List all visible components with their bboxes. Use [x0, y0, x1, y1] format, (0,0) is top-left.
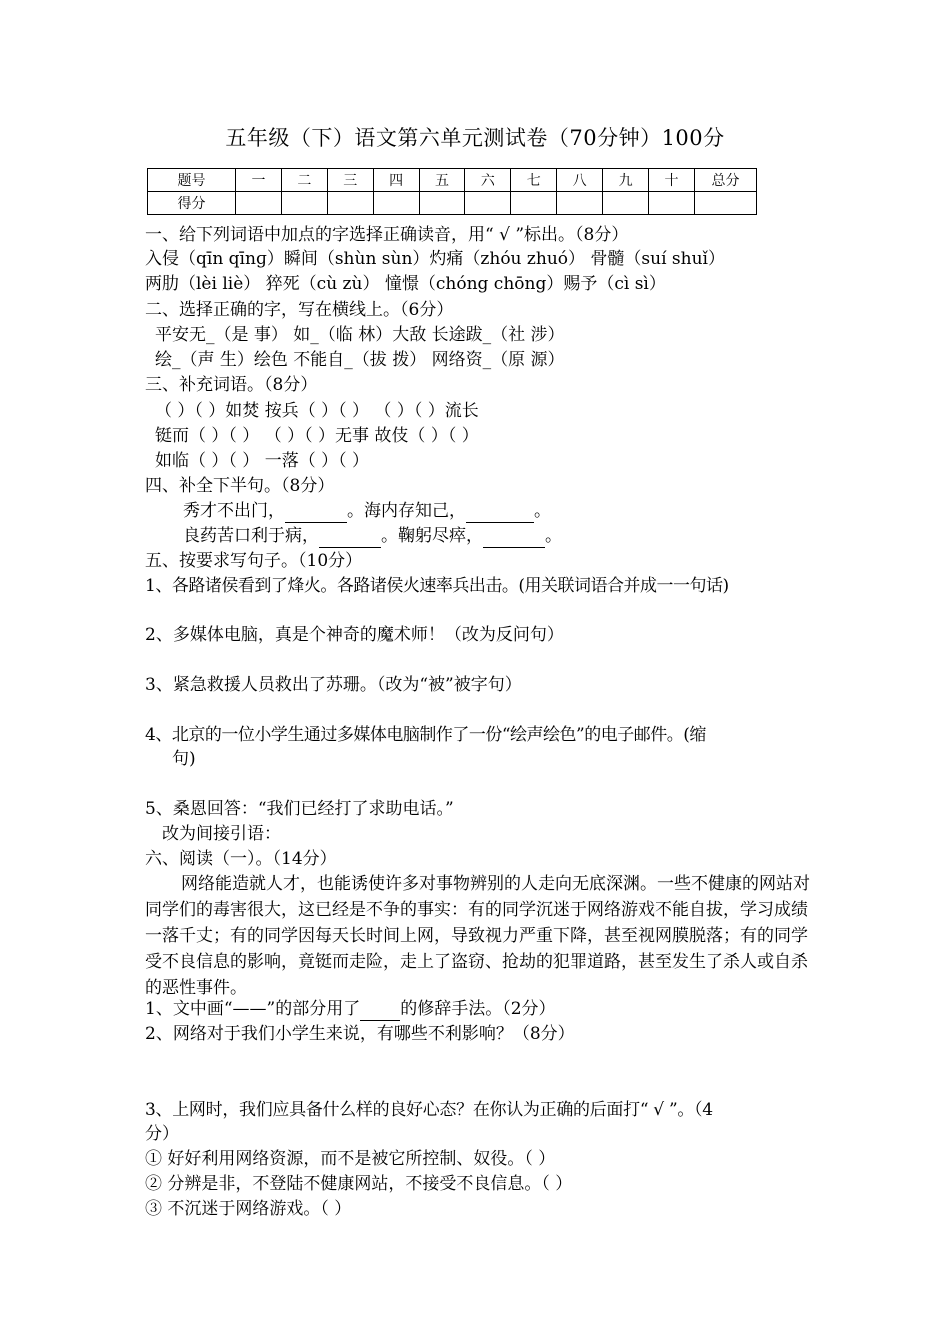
q6-heading: 六、阅读（一）。（14分） — [145, 849, 337, 869]
score-header-cell: 二 — [281, 169, 327, 192]
score-cell[interactable] — [649, 192, 695, 215]
score-cell[interactable] — [281, 192, 327, 215]
q5-sentence-2: 2、多媒体电脑，真是个神奇的魔术师！（改为反问句） — [145, 625, 564, 645]
score-header-cell: 六 — [465, 169, 511, 192]
q4-line2 — [183, 525, 562, 548]
q5-sentence-5-instruction: 改为间接引语： — [162, 824, 281, 844]
score-header-cell: 总分 — [695, 169, 757, 192]
q3-line2: 铤而（ ）（ ） （ ）（ ）无事 故伎（ ）（ ） — [155, 426, 479, 446]
score-cell[interactable] — [557, 192, 603, 215]
q6-item-1-blank[interactable] — [360, 998, 400, 1021]
q6-item-1 — [145, 998, 556, 1021]
q6-option-3: ③ 不沉迷于网络游戏。（ ） — [145, 1199, 352, 1219]
score-header-cell: 题号 — [148, 169, 236, 192]
score-cell[interactable] — [327, 192, 373, 215]
q3-heading: 三、补充词语。（8分） — [145, 375, 318, 395]
q5-sentence-1: 1、各路诸侯看到了烽火。各路诸侯火速率兵出击。(用关联词语合并成一一句话) — [145, 576, 729, 596]
q1-line1: 入侵（qīn qīnɡ）瞬间（shùn sùn）灼痛（zhóu zhuó） 骨髓（suí shuǐ） — [145, 249, 725, 269]
q2-line2: 绘_（声 生）绘色 不能自_（拔 拨） 网络资_（原 源） — [155, 350, 565, 370]
q5-sentence-5: 5、桑恩回答：“我们已经打了求助电话。” — [145, 799, 454, 819]
q4-heading: 四、补全下半句。（8分） — [145, 476, 335, 496]
q6-item-1-part-a: 1、文中画“——”的部分用了 — [145, 999, 361, 1019]
score-cell[interactable] — [695, 192, 757, 215]
q4-blank-1[interactable] — [285, 500, 347, 523]
score-row-label: 得分 — [148, 192, 236, 215]
score-cell[interactable] — [603, 192, 649, 215]
q6-passage — [145, 871, 810, 1001]
q6-item-3-cont: 分） — [145, 1124, 179, 1144]
q4-line1-part-b: 。海内存知己， — [347, 501, 466, 521]
q6-item-2: 2、网络对于我们小学生来说，有哪些不利影响？（8分） — [145, 1024, 575, 1044]
q5-sentence-4-cont: 句) — [172, 749, 196, 769]
q1-heading: 一、给下列词语中加点的字选择正确读音，用“ √ ”标出。（8分） — [145, 225, 629, 245]
score-cell[interactable] — [511, 192, 557, 215]
q4-line2-part-b: 。鞠躬尽瘁， — [381, 526, 483, 546]
q4-line1-part-c: 。 — [534, 501, 551, 521]
score-table-score-row — [148, 192, 757, 215]
q6-option-2: ② 分辨是非，不登陆不健康网站，不接受不良信息。（ ） — [145, 1174, 573, 1194]
q4-blank-4[interactable] — [483, 525, 545, 548]
q4-blank-2[interactable] — [466, 500, 534, 523]
q3-line1: （ ）（ ）如焚 按兵（ ）（ ） （ ）（ ）流长 — [155, 401, 479, 421]
q2-heading: 二、选择正确的字，写在横线上。（6分） — [145, 300, 454, 320]
q4-line1-part-a: 秀才不出门， — [183, 501, 285, 521]
q6-item-1-part-b: 的修辞手法。（2分） — [400, 999, 556, 1019]
score-header-cell: 四 — [373, 169, 419, 192]
score-header-cell: 三 — [327, 169, 373, 192]
score-header-cell: 一 — [236, 169, 282, 192]
score-table — [147, 168, 757, 215]
q4-line1 — [183, 500, 551, 523]
score-header-cell: 九 — [603, 169, 649, 192]
score-cell[interactable] — [373, 192, 419, 215]
score-cell[interactable] — [419, 192, 465, 215]
q5-sentence-3: 3、紧急救援人员救出了苏珊。（改为“被”被字句） — [145, 675, 522, 695]
score-table-header-row — [148, 169, 757, 192]
q6-option-1: ① 好好利用网络资源，而不是被它所控制、奴役。（ ） — [145, 1149, 556, 1169]
score-cell[interactable] — [465, 192, 511, 215]
q6-item-3: 3、上网时，我们应具备什么样的良好心态？在你认为正确的后面打“ √ ”。（4 — [145, 1100, 713, 1120]
q4-line2-part-c: 。 — [545, 526, 562, 546]
q5-heading: 五、按要求写句子。（10分） — [145, 551, 363, 571]
q6-passage-text: 网络能造就人才，也能诱使许多对事物辨别的人走向无底深渊。一些不健康的网站对同学们的毒害很大，这已经是不争的事实：有的同学沉迷于网络游戏不能自拔，学习成绩一落千丈；有的同学因每天长时间上网，导致视力严重下降，甚至视网膜脱落；有的同学受不良信息的影响，竟铤而走险，走上了盗窃、抢劫的犯罪道路，甚至发生了杀人或自杀的恶性事件。 — [145, 874, 810, 998]
score-cell[interactable] — [236, 192, 282, 215]
q5-sentence-4: 4、北京的一位小学生通过多媒体电脑制作了一份“绘声绘色”的电子邮件。(缩 — [145, 725, 706, 745]
page-title: 五年级（下）语文第六单元测试卷（70分钟）100分 — [225, 126, 725, 150]
score-header-cell: 八 — [557, 169, 603, 192]
q4-blank-3[interactable] — [319, 525, 381, 548]
score-header-cell: 十 — [649, 169, 695, 192]
score-header-cell: 七 — [511, 169, 557, 192]
q4-line2-part-a: 良药苦口利于病， — [183, 526, 319, 546]
q3-line3: 如临（ ）（ ） 一落（ ）（ ） — [155, 451, 370, 471]
score-header-cell: 五 — [419, 169, 465, 192]
q1-line2: 两肋（lèi liè） 猝死（cù zù） 憧憬（chóng chōng）赐予（cì sì） — [145, 274, 666, 294]
q2-line1: 平安无_（是 事） 如_（临 林）大敌 长途跋_（社 涉） — [155, 325, 565, 345]
